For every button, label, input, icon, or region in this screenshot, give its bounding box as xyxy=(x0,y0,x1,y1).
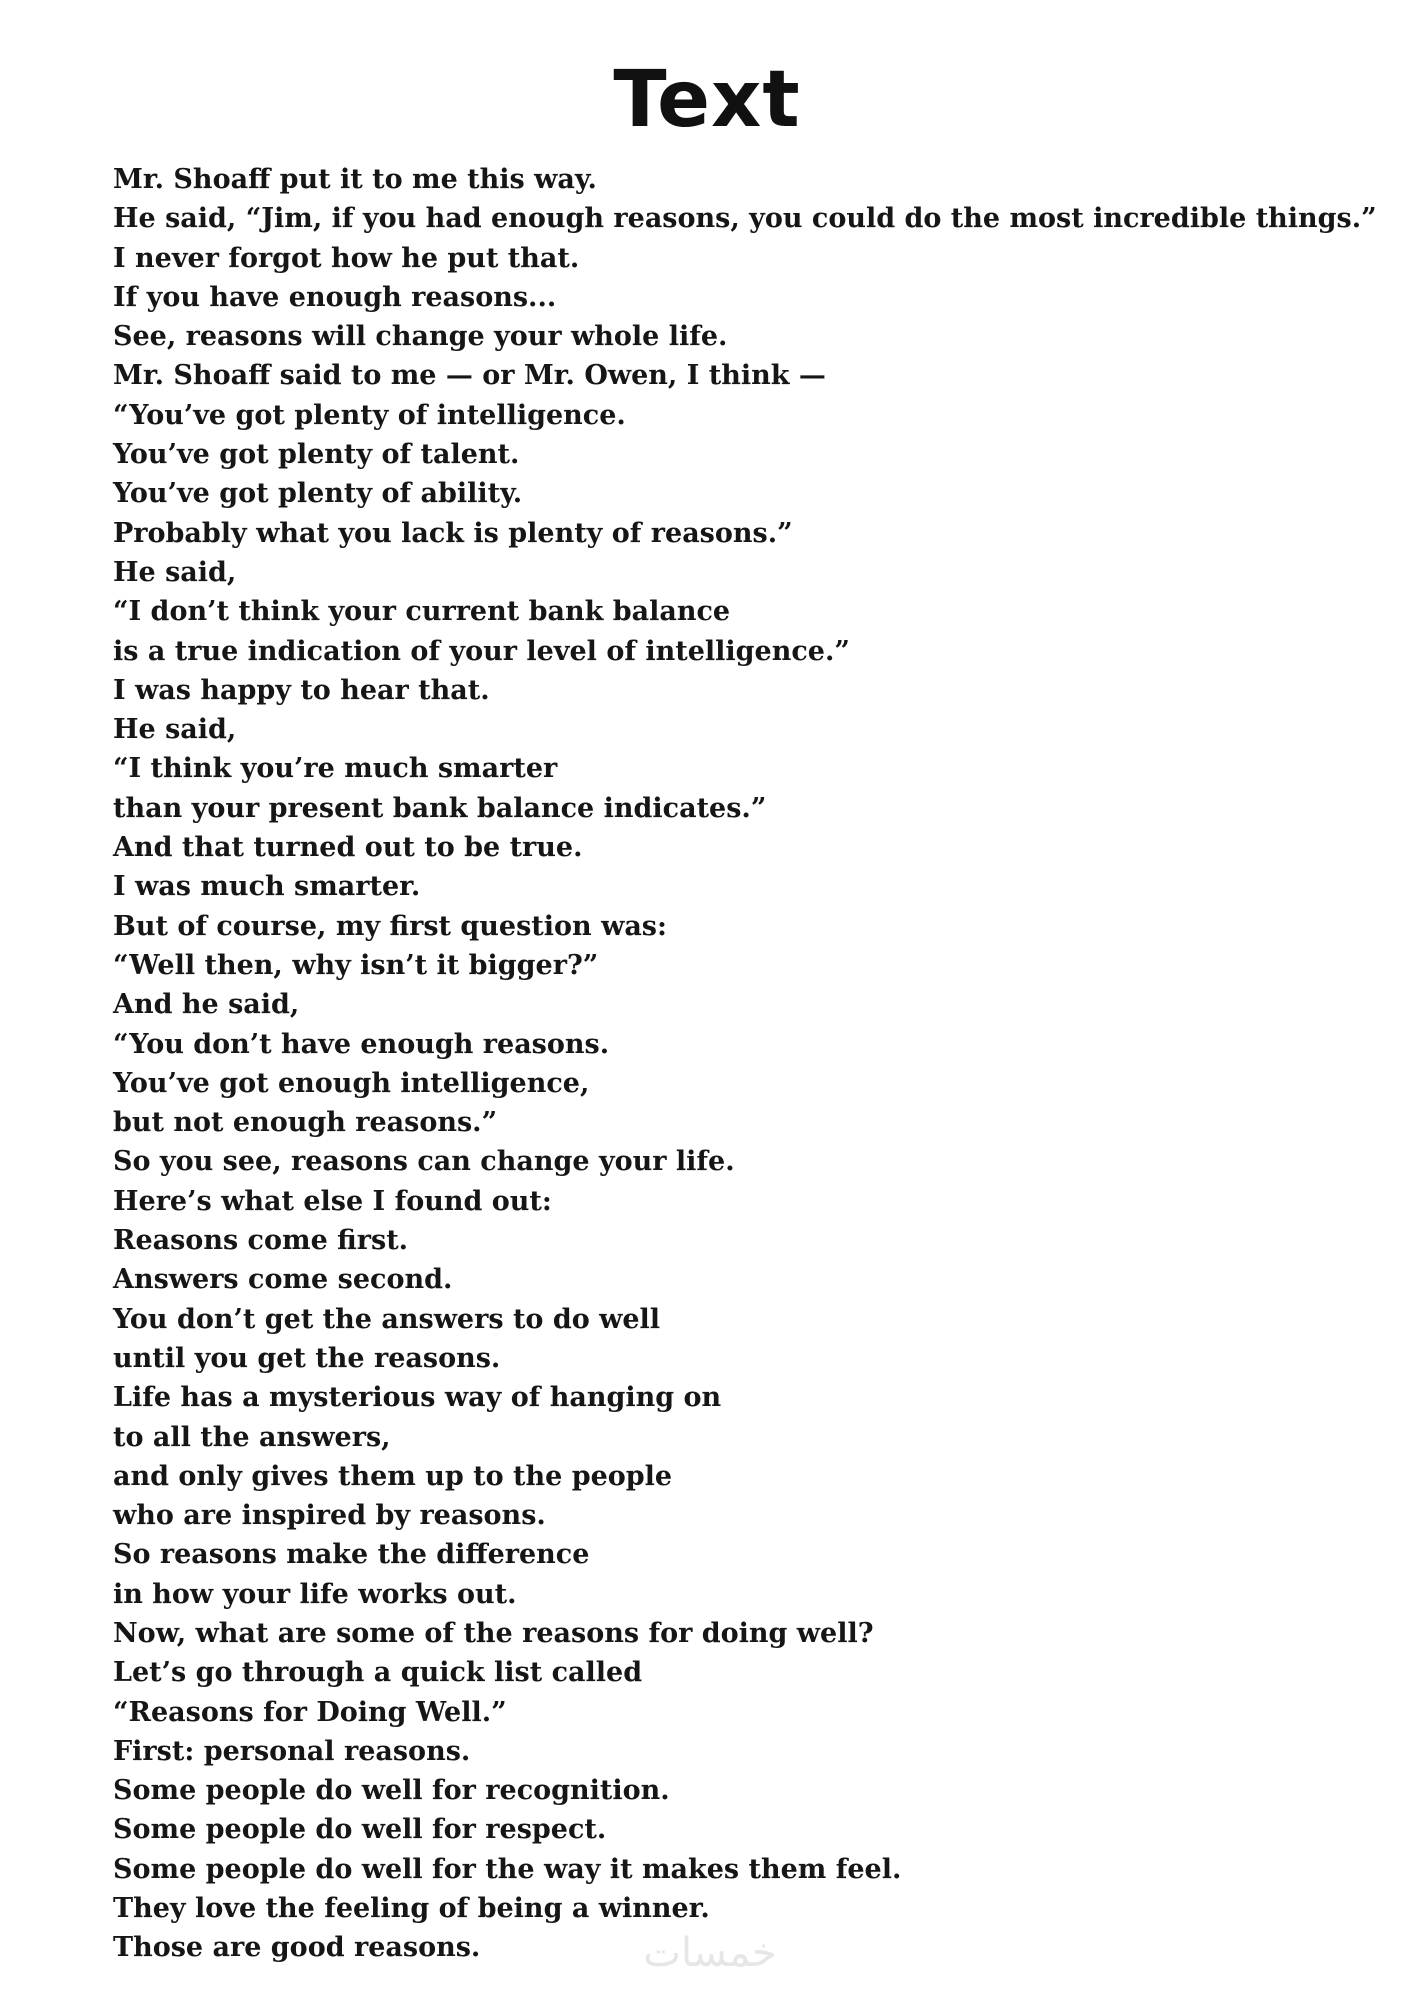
text-line: I was much smarter. xyxy=(113,871,421,903)
text-line: to all the answers, xyxy=(113,1421,391,1453)
text-line: and only gives them up to the people xyxy=(113,1460,673,1492)
text-line: is a true indication of your level of intelligence.” xyxy=(113,635,850,667)
text-line: Answers come second. xyxy=(113,1264,453,1296)
text-line: I was happy to hear that. xyxy=(113,674,490,706)
text-line: You’ve got enough intelligence, xyxy=(113,1067,590,1099)
text-line: Now, what are some of the reasons for doing well? xyxy=(113,1617,874,1649)
text-line: He said, xyxy=(113,714,237,746)
text-line: First: personal reasons. xyxy=(113,1735,471,1767)
text-line: Life has a mysterious way of hanging on xyxy=(113,1382,722,1414)
text-line: in how your life works out. xyxy=(113,1578,517,1610)
text-line: but not enough reasons.” xyxy=(113,1107,498,1139)
text-line: “You don’t have enough reasons. xyxy=(113,1028,610,1060)
text-line: “I think you’re much smarter xyxy=(113,753,558,785)
text-line: until you get the reasons. xyxy=(113,1342,501,1374)
text-line: He said, xyxy=(113,556,237,588)
text-line: They love the feeling of being a winner. xyxy=(113,1893,710,1925)
watermark-logo: خمسات xyxy=(643,1930,777,1976)
text-line: “Reasons for Doing Well.” xyxy=(113,1696,507,1728)
text-line: Mr. Shoaff said to me — or Mr. Owen, I think — xyxy=(113,360,826,392)
page-title: Text xyxy=(613,55,801,145)
text-line: And he said, xyxy=(113,989,300,1021)
text-line: than your present bank balance indicates.” xyxy=(113,792,767,824)
body-text xyxy=(113,160,1377,1968)
text-line: See, reasons will change your whole life. xyxy=(113,321,728,353)
text-line: Some people do well for respect. xyxy=(113,1814,607,1846)
text-line: Those are good reasons. xyxy=(113,1932,481,1964)
text-line: So you see, reasons can change your life. xyxy=(113,1146,735,1178)
text-line: who are inspired by reasons. xyxy=(113,1500,546,1532)
text-line: “I don’t think your current bank balance xyxy=(113,596,731,628)
text-line: “Well then, why isn’t it bigger?” xyxy=(113,949,599,981)
text-line: Some people do well for the way it makes them feel. xyxy=(113,1853,902,1885)
text-line: “You’ve got plenty of intelligence. xyxy=(113,399,626,431)
text-line: Reasons come first. xyxy=(113,1225,409,1257)
text-line: You’ve got plenty of ability. xyxy=(113,478,523,510)
text-line: You’ve got plenty of talent. xyxy=(113,439,520,471)
text-line: If you have enough reasons... xyxy=(113,281,557,313)
text-line: Mr. Shoaff put it to me this way. xyxy=(113,164,597,195)
text-line: So reasons make the difference xyxy=(113,1539,590,1571)
text-line: Here’s what else I found out: xyxy=(113,1185,552,1217)
text-line: I never forgot how he put that. xyxy=(113,242,580,274)
text-line: But of course, my first question was: xyxy=(113,910,667,942)
text-line: Let’s go through a quick list called xyxy=(113,1657,643,1689)
text-line: He said, “Jim, if you had enough reasons, you could do the most incredible things.” xyxy=(113,203,1377,235)
text-line: Some people do well for recognition. xyxy=(113,1775,670,1807)
text-line: And that turned out to be true. xyxy=(113,832,583,864)
text-line: You don’t get the answers to do well xyxy=(113,1303,661,1335)
text-line: Probably what you lack is plenty of reasons.” xyxy=(113,517,793,549)
